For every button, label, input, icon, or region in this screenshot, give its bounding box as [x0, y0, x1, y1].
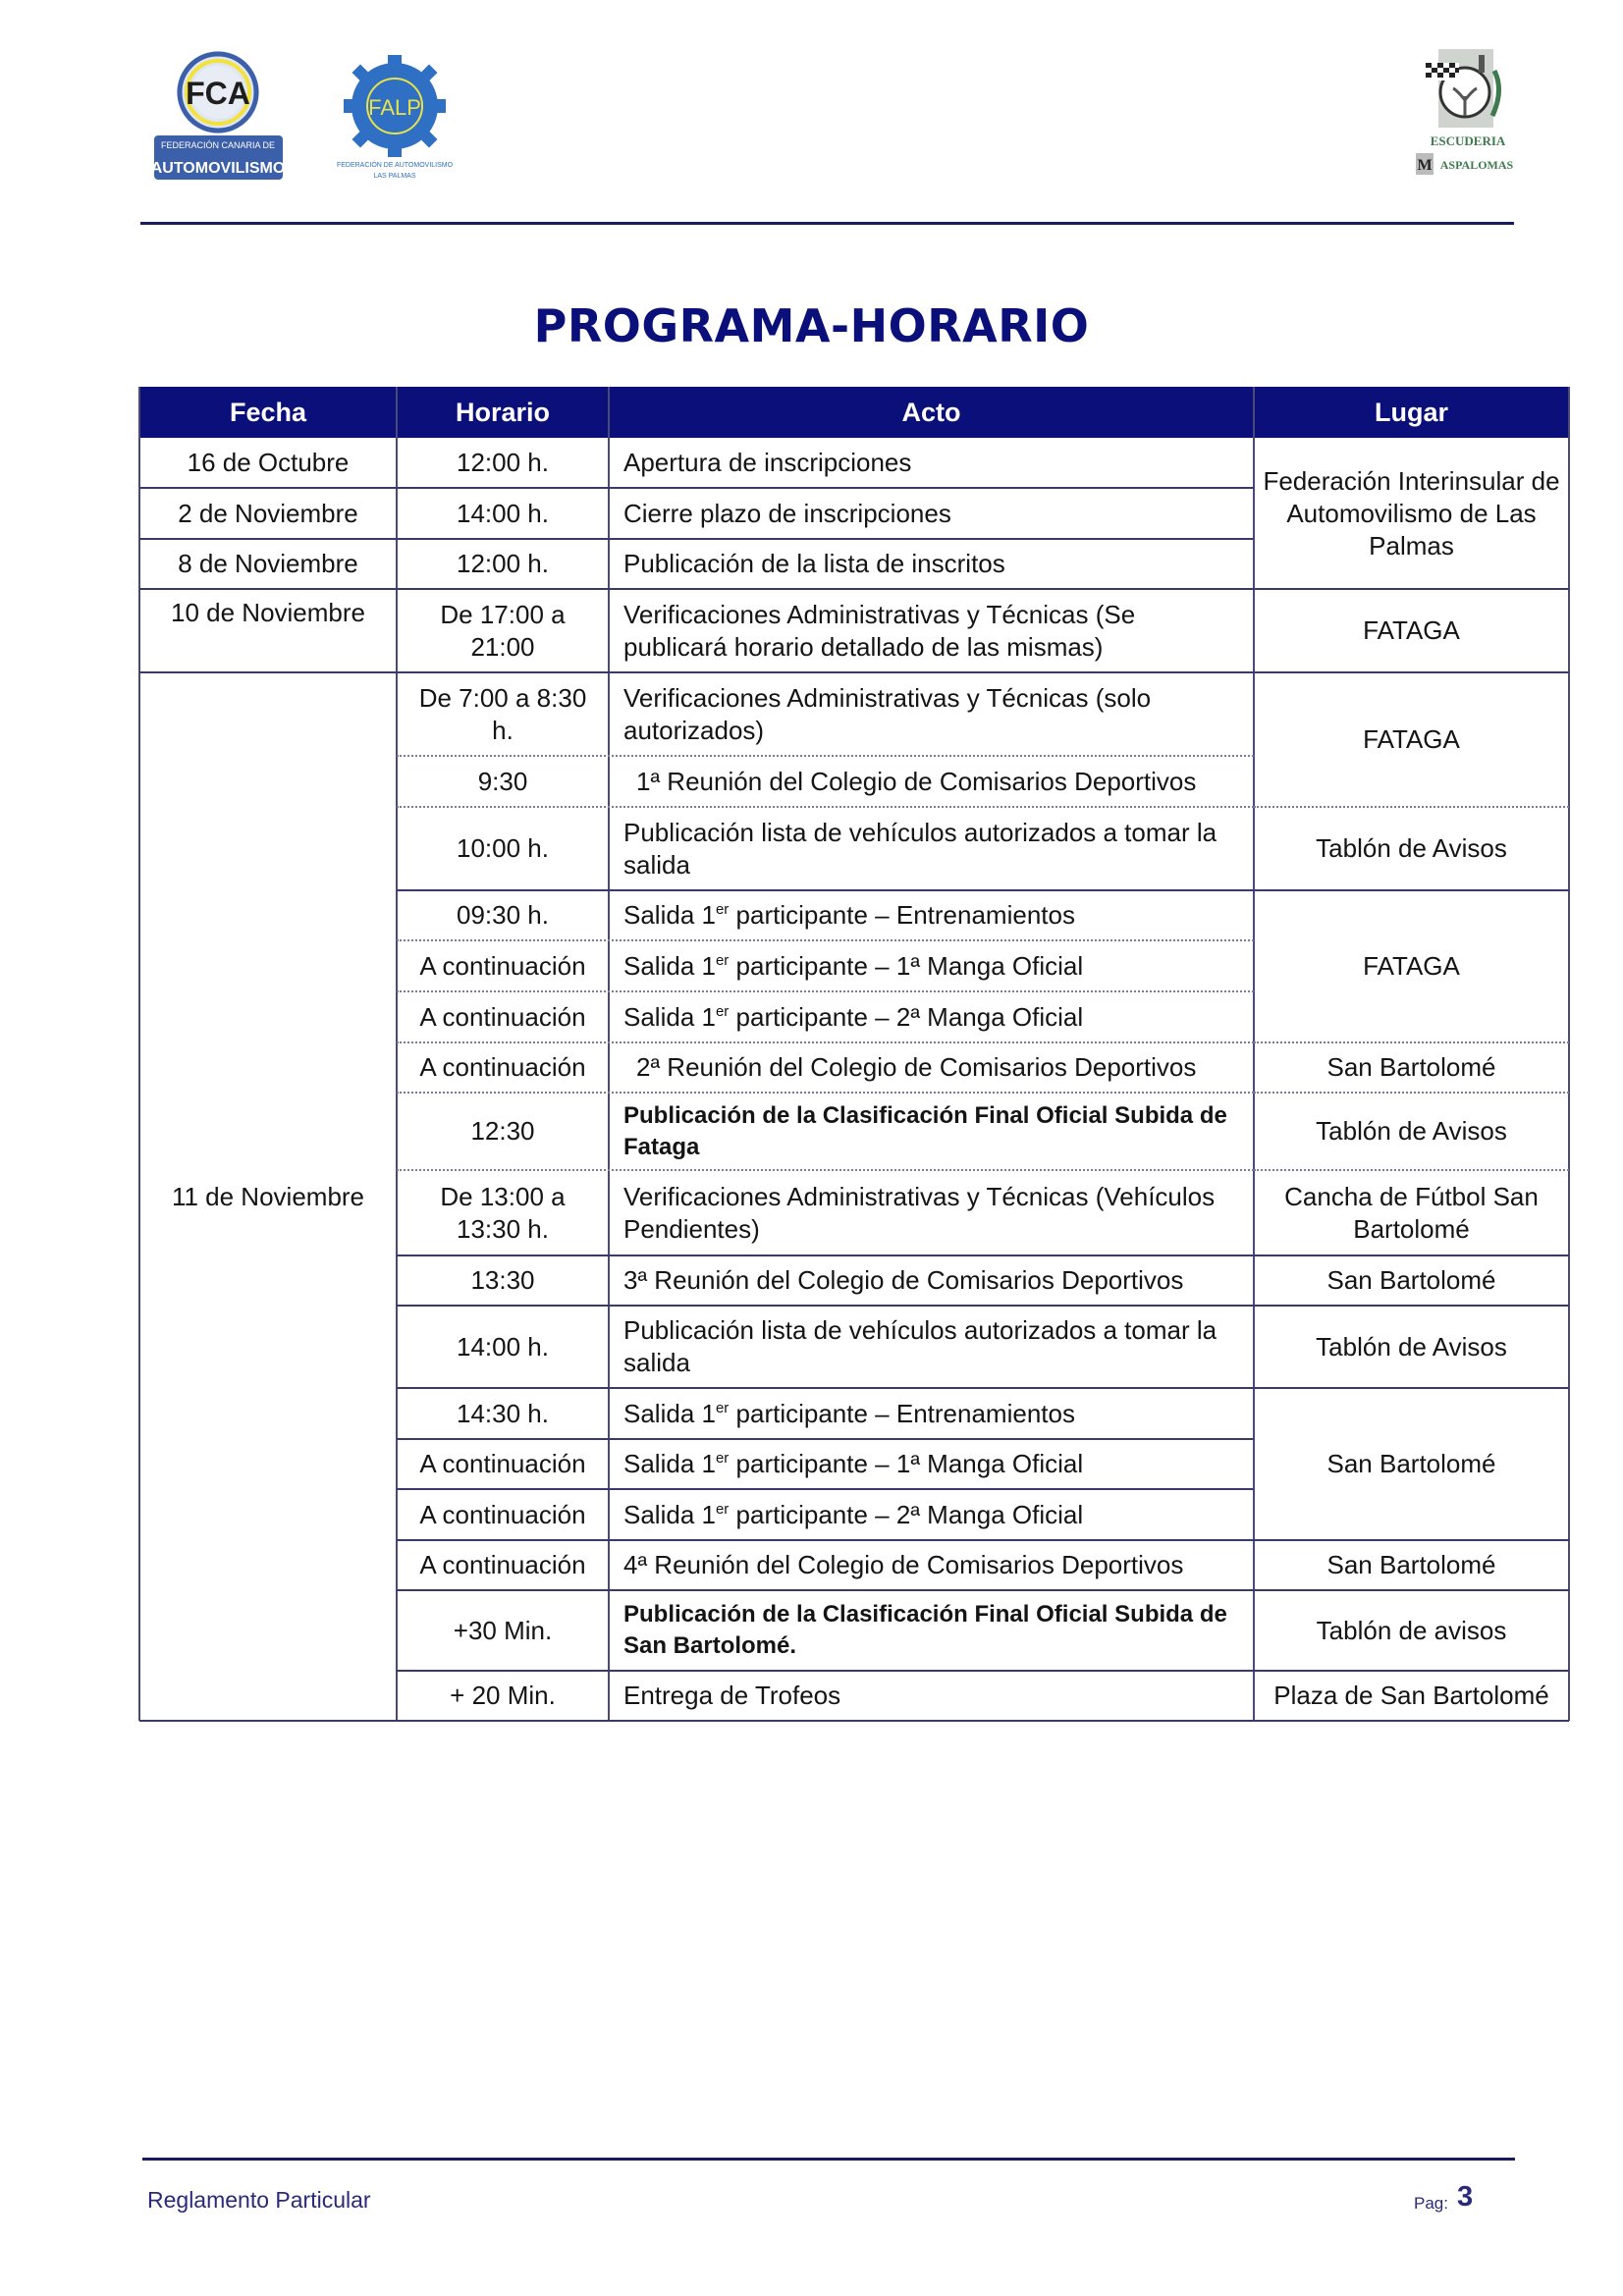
acto-text: Salida 1 [623, 1499, 716, 1529]
acto-cell: 4ª Reunión del Colegio de Comisarios Deportivos [623, 1550, 1184, 1579]
acto-cell: Cierre plazo de inscripciones [623, 498, 951, 528]
falp-logo [329, 49, 461, 182]
column-divider [608, 387, 610, 1721]
row-divider [397, 1539, 1254, 1541]
acto-cell: Apertura de inscripciones [623, 448, 912, 477]
acto-cell [609, 991, 1254, 1042]
lugar-cell: Cancha de Fútbol San Bartolomé [1284, 1181, 1539, 1244]
acto-cell: Publicación de la lista de inscritos [623, 549, 1005, 578]
column-divider [1568, 387, 1570, 1721]
acto-cell: Verificaciones Administrativas y Técnicas (solo autorizados) [623, 682, 1152, 745]
row-divider [397, 1438, 1254, 1440]
row-divider [1254, 1305, 1569, 1307]
ordinal-superscript: er [715, 1399, 730, 1416]
horario-cell: 14:00 h. [457, 1331, 549, 1362]
acto-text: Salida 1 [623, 950, 716, 981]
footer-page-label: Pag: [1414, 2194, 1448, 2213]
row-divider [397, 538, 1254, 540]
lugar-cell: Tablón de Avisos [1316, 833, 1507, 863]
acto-line [623, 899, 1075, 932]
horario-cell: De 13:00 a 13:30 h. [440, 1181, 566, 1244]
footer-page-number: 3 [1457, 2181, 1474, 2213]
lugar-cell: Tablón de avisos [1316, 1615, 1507, 1645]
row-divider [1254, 1387, 1569, 1389]
column-divider [1253, 387, 1255, 1721]
row-divider [139, 588, 397, 590]
acto-cell: 1ª Reunión del Colegio de Comisarios Deportivos [636, 766, 1197, 796]
escuderia-logo-initial: M [1417, 157, 1433, 174]
horario-cell: + 20 Min. [450, 1681, 556, 1710]
lugar-cell: Federación Interinsular de Automovilismo de Las Palmas [1263, 465, 1560, 561]
row-divider [1254, 889, 1569, 891]
lugar-cell: San Bartolomé [1326, 1449, 1496, 1478]
row-divider [1254, 1670, 1569, 1672]
acto-line [623, 1398, 1075, 1430]
lugar-cell: San Bartolomé [1326, 1052, 1496, 1082]
row-divider [397, 1387, 1254, 1389]
fecha-cell: 2 de Noviembre [178, 498, 358, 528]
row-divider [397, 889, 1254, 891]
fca-logo-name: AUTOMOVILISMO [152, 160, 285, 177]
fca-logo [152, 49, 285, 182]
row-divider [397, 1255, 1254, 1256]
lugar-cell: Tablón de Avisos [1316, 1116, 1507, 1146]
row-divider [397, 1670, 1254, 1672]
dotted-row-divider [397, 806, 1254, 808]
row-divider [397, 588, 1254, 590]
escuderia-logo-name: ASPALOMAS [1439, 158, 1514, 172]
dotted-row-divider [397, 939, 1254, 941]
ordinal-superscript: er [715, 901, 730, 918]
acto-cell [609, 1489, 1254, 1540]
column-divider [138, 387, 140, 1721]
horario-cell: 12:00 h. [457, 549, 549, 578]
schedule-table [139, 387, 1569, 1721]
acto-text: Salida 1 [623, 1398, 716, 1428]
horario-cell: 12:00 h. [457, 448, 549, 477]
dotted-row-divider [397, 1169, 1254, 1171]
footer-document-title: Reglamento Particular [147, 2187, 371, 2213]
ordinal-superscript: er [715, 1002, 730, 1020]
dotted-row-divider [397, 755, 1254, 757]
column-header-lugar: Lugar [1254, 387, 1569, 438]
acto-cell: Verificaciones Administrativas y Técnicas (Se publicará horario detallado de las mismas) [623, 599, 1136, 662]
column-header-fecha: Fecha [139, 387, 397, 438]
dotted-row-divider [1254, 806, 1569, 808]
acto-line [623, 1001, 1083, 1034]
acto-text-rest: participante – 1ª Manga Oficial [729, 1449, 1084, 1478]
escuderia-logo-title: ESCUDERIA [1430, 133, 1506, 148]
horario-cell: 14:00 h. [457, 498, 549, 528]
lugar-cell: Tablón de Avisos [1316, 1331, 1507, 1362]
dotted-row-divider [397, 1092, 1254, 1094]
fecha-cell: 11 de Noviembre [171, 1181, 365, 1211]
acto-cell: 3ª Reunión del Colegio de Comisarios Deportivos [623, 1265, 1184, 1295]
ordinal-superscript: er [715, 1450, 730, 1467]
lugar-cell: FATAGA [1363, 951, 1460, 981]
acto-cell [609, 890, 1254, 940]
footer-divider [142, 2158, 1515, 2161]
acto-cell [609, 1388, 1254, 1439]
dotted-row-divider [397, 1041, 1254, 1043]
ordinal-superscript: er [715, 951, 730, 969]
falp-logo-subtitle: FEDERACIÓN DE AUTOMOVILISMO [336, 162, 454, 169]
acto-text-rest: participante – 1ª Manga Oficial [729, 950, 1084, 981]
falp-logo-letters: FALP [368, 95, 421, 120]
lugar-cell: FATAGA [1363, 615, 1460, 645]
horario-cell: 9:30 [477, 766, 528, 796]
fecha-cell: 16 de Octubre [187, 448, 350, 477]
horario-cell: 13:30 [470, 1265, 535, 1295]
acto-text-rest: participante – Entrenamientos [729, 1398, 1075, 1428]
row-divider [397, 1488, 1254, 1490]
acto-text-rest: participante – Entrenamientos [729, 900, 1075, 930]
horario-cell: De 17:00 a 21:00 [440, 599, 566, 662]
horario-cell: A continuación [419, 1449, 586, 1478]
escuderia-logo [1414, 45, 1522, 183]
horario-cell: 14:30 h. [457, 1398, 549, 1428]
horario-cell: De 7:00 a 8:30 h. [418, 682, 587, 745]
acto-cell [609, 940, 1254, 991]
horario-cell: A continuación [419, 1052, 586, 1082]
horario-cell: A continuación [419, 1001, 586, 1032]
acto-line [623, 1499, 1083, 1531]
lugar-cell: Plaza de San Bartolomé [1273, 1681, 1549, 1710]
acto-line [623, 950, 1083, 983]
row-divider [1254, 671, 1569, 673]
falp-logo-region: LAS PALMAS [373, 173, 416, 180]
fca-logo-subtitle: FEDERACIÓN CANARIA DE [160, 140, 276, 150]
acto-text: Salida 1 [623, 1449, 716, 1478]
row-divider [397, 487, 1254, 489]
acto-text: Salida 1 [623, 1001, 716, 1032]
acto-cell: 2ª Reunión del Colegio de Comisarios Deportivos [636, 1052, 1197, 1082]
ordinal-superscript: er [715, 1500, 730, 1518]
acto-text-rest: participante – 2ª Manga Oficial [729, 1499, 1084, 1529]
column-header-horario: Horario [397, 387, 609, 438]
row-divider [397, 671, 1254, 673]
row-divider [397, 1305, 1254, 1307]
row-divider [1254, 1539, 1569, 1541]
acto-cell [609, 1439, 1254, 1489]
fecha-cell: 10 de Noviembre [171, 598, 365, 627]
lugar-cell: San Bartolomé [1326, 1265, 1496, 1295]
fecha-cell: 8 de Noviembre [178, 549, 358, 578]
acto-line [623, 1448, 1083, 1480]
dotted-row-divider [1254, 1092, 1569, 1094]
horario-cell: 12:30 [470, 1116, 535, 1146]
lugar-cell: FATAGA [1363, 724, 1460, 754]
fca-logo-letters: FCA [186, 76, 250, 111]
horario-cell: A continuación [419, 1499, 586, 1529]
lugar-cell: San Bartolomé [1326, 1550, 1496, 1579]
acto-cell: Publicación lista de vehículos autorizados a tomar la salida [623, 817, 1217, 880]
horario-cell: A continuación [419, 1550, 586, 1579]
dotted-row-divider [397, 990, 1254, 992]
acto-cell: Verificaciones Administrativas y Técnicas (Vehículos Pendientes) [623, 1181, 1216, 1244]
acto-cell: Publicación de la Clasificación Final Oficial Subida de Fataga [623, 1101, 1227, 1160]
row-divider [139, 1720, 1569, 1722]
header-divider [140, 222, 1514, 225]
row-divider [1254, 1589, 1569, 1591]
row-divider [1254, 588, 1569, 590]
acto-cell: Publicación lista de vehículos autorizados a tomar la salida [623, 1315, 1217, 1377]
horario-cell: 10:00 h. [457, 833, 549, 863]
row-divider [139, 671, 397, 673]
acto-cell: Publicación de la Clasificación Final Oficial Subida de San Bartolomé. [623, 1601, 1227, 1659]
horario-cell: 09:30 h. [457, 900, 549, 930]
column-divider [396, 387, 398, 1721]
page-title: PROGRAMA-HORARIO [533, 299, 1090, 352]
horario-cell: +30 Min. [453, 1615, 553, 1645]
acto-cell: Entrega de Trofeos [623, 1681, 841, 1710]
row-divider [139, 487, 397, 489]
column-header-acto: Acto [609, 387, 1254, 438]
acto-text-rest: participante – 2ª Manga Oficial [729, 1001, 1084, 1032]
row-divider [397, 1589, 1254, 1591]
dotted-row-divider [1254, 1169, 1569, 1171]
row-divider [1254, 1255, 1569, 1256]
acto-text: Salida 1 [623, 900, 716, 930]
horario-cell: A continuación [419, 950, 586, 981]
row-divider [139, 538, 397, 540]
dotted-row-divider [1254, 1041, 1569, 1043]
